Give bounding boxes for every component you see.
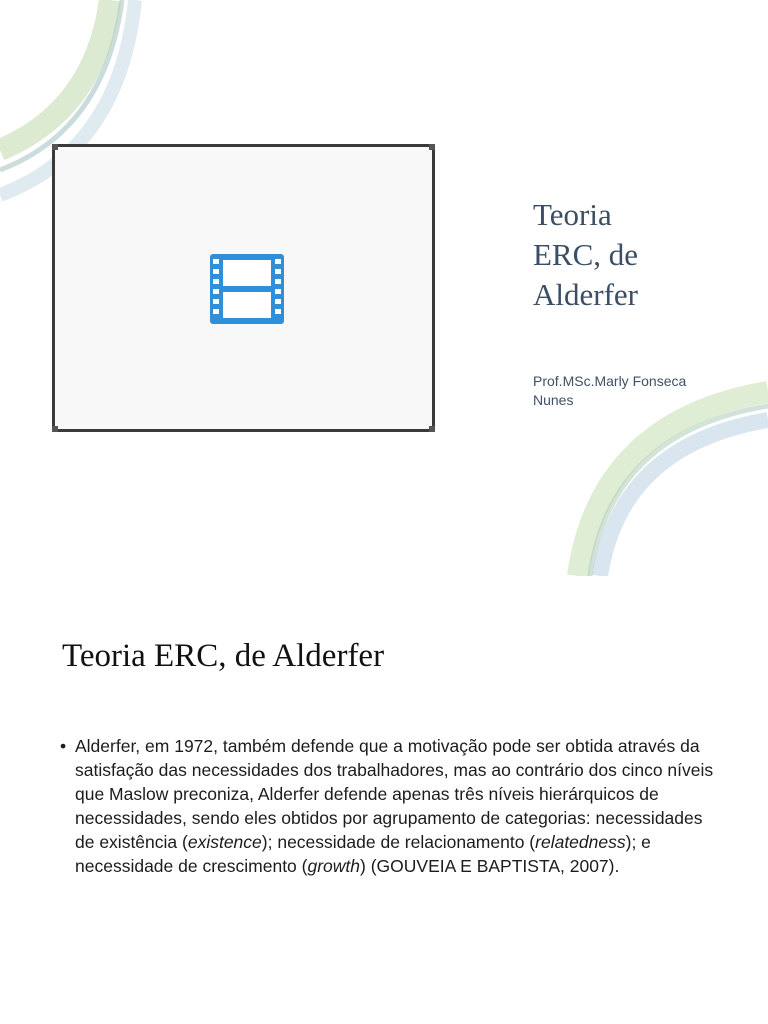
frame-corner (52, 144, 58, 150)
title-line: Alderfer (533, 277, 638, 312)
slide-subtitle (533, 372, 753, 410)
bullet-list (60, 734, 720, 878)
paragraph-run-italic: growth (307, 856, 361, 876)
bullet-paragraph (75, 734, 720, 878)
bullet-marker: • (60, 736, 67, 756)
title-line: Teoria (533, 197, 612, 232)
paragraph-run-italic: relatedness (535, 832, 626, 852)
title-line: ERC, de (533, 237, 639, 272)
subtitle-line: Prof.MSc.Marly Fonseca (533, 373, 687, 389)
paragraph-run-italic: existence (187, 832, 262, 852)
frame-corner (52, 426, 58, 432)
frame-corner (429, 144, 435, 150)
paragraph-run: ) (GOUVEIA E BAPTISTA, 2007). (360, 856, 620, 876)
video-placeholder[interactable] (52, 144, 435, 432)
slide-title (533, 195, 753, 315)
film-strip-icon (208, 252, 286, 326)
frame-corner (429, 426, 435, 432)
arc-bottom-right-inner (600, 420, 768, 576)
paragraph-run: ); e necessidade de crescimento ( (75, 832, 651, 876)
subtitle-line: Nunes (533, 392, 574, 408)
content-slide (0, 576, 768, 1024)
paragraph-run: ); necessidade de relacionamento ( (261, 832, 536, 852)
paragraph-run: Alderfer, em 1972, também defende que a motivação pode ser obtida através da satisfação das necessidades dos trabalhadores, mas ao contrário dos cinco níveis que Maslow preconiza, Alderfer defende apenas três níveis hierárquicos de necessidades, sendo eles obtidos por agrupamento de categorias: necessidades de existência ( (75, 736, 714, 852)
content-title: Teoria ERC, de Alderfer (62, 638, 385, 674)
